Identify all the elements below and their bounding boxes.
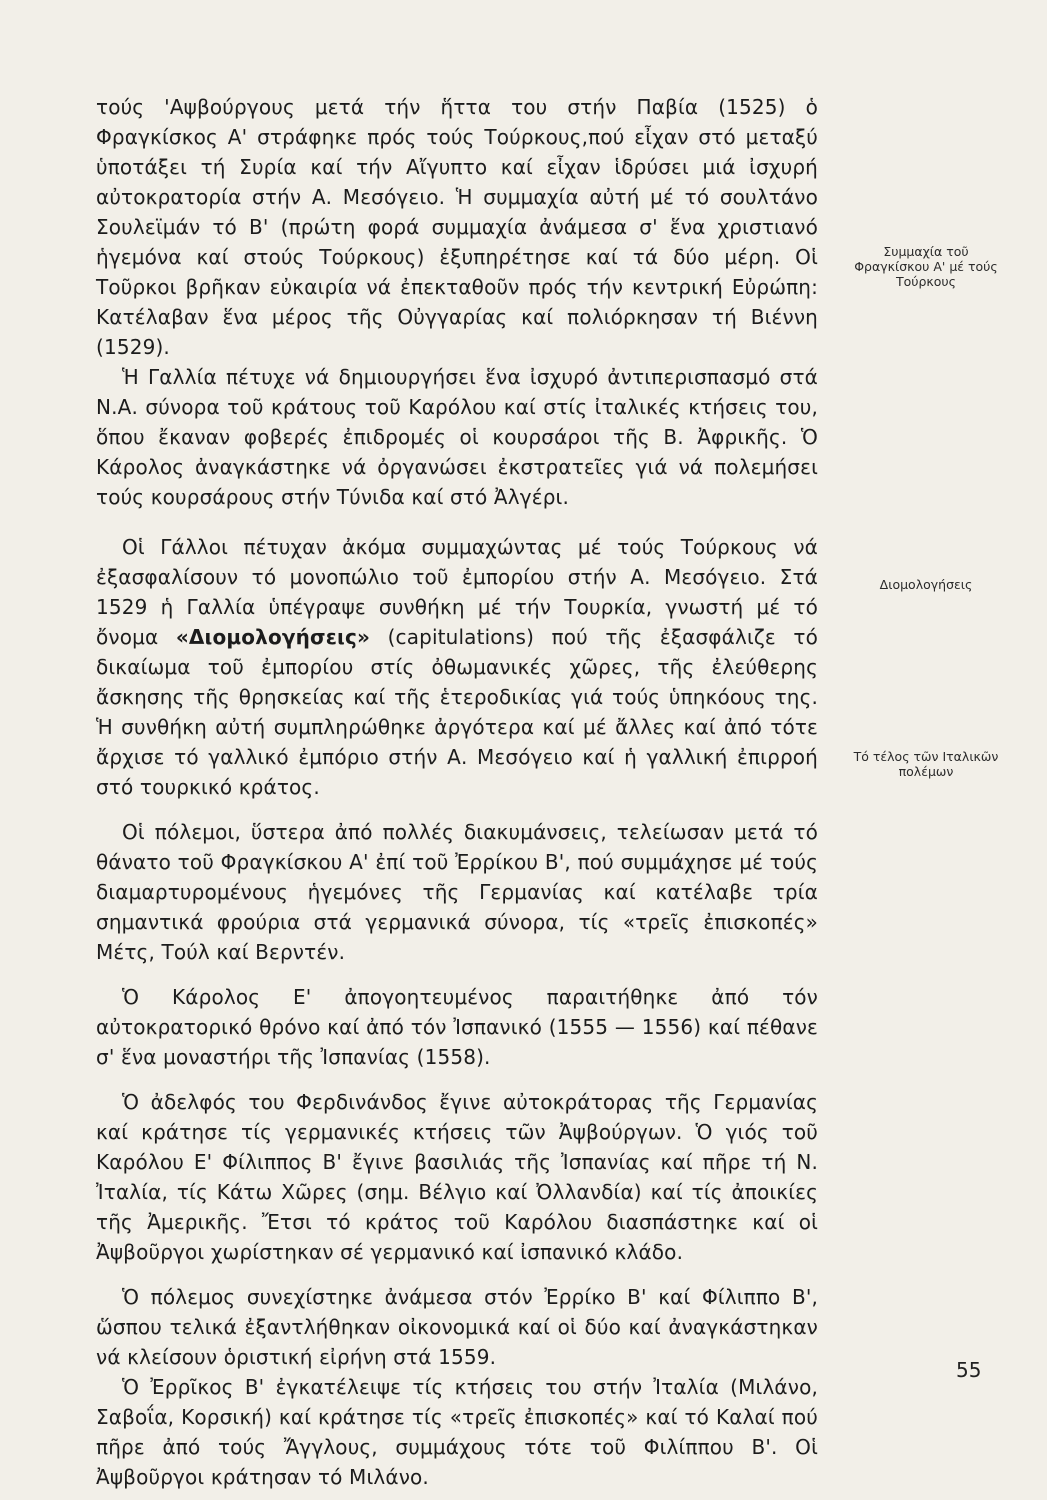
paragraph-henry-ii-possessions: Ὁ Ἐρρῖκος Β' ἐγκατέλειψε τίς κτήσεις του στήν Ἰταλία (Μιλάνο, Σαβοΐα, Κορσική) καί κράτησε τίς «τρεῖς ἐπισκοπές» καί τό Καλαί πού πῆρε ἀπό τούς Ἄγγλους, συμμάχους τότε τοῦ Φιλίππου Β'. Οἱ Ἀψβοῦργοι κράτησαν τό Μιλάνο. <box>96 1375 818 1489</box>
paragraph-peace-1559: Ὁ πόλεμος συνεχίστηκε ἀνάμεσα στόν Ἐρρίκο Β' καί Φίλιππο Β', ὥσπου τελικά ἐξαντλήθηκαν οἰκονομικά καί οἱ δύο καί ἀναγκάστηκαν νά κλείσουν ὁριστική εἰρήνη στά 1559. <box>96 1285 818 1369</box>
paragraph-alliance-with-turks: τούς 'Αψβούργους μετά τήν ἥττα του στήν Παβία (1525) ὁ Φραγκίσκος Α' στράφηκε πρός τούς Τούρκους,πού εἶχαν στό μεταξύ ὑποτάξει τή Συρία καί τήν Αἴγυπτο καί εἶχαν ἱδρύσει μιά ἰσχυρή αὐτοκρατορία στήν Α. Μεσόγειο. Ἡ συμμαχία αὐτή μέ τό σουλτάνο Σουλεϊμάν τό Β' (πρώτη φορά συμμαχία ἀνάμεσα σ' ἕνα χριστιανό ἡγεμόνα καί στούς Τούρκους) ἐξυπηρέτησε καί τά δύο μέρη. Οἱ Τοῦρκοι βρῆκαν εὐκαιρία νά ἐπεκταθοῦν πρός τήν κεντρική Εὐρώπη: Κατέλαβαν ἕνα μέρος τῆς Οὐγγαρίας καί πολιόρκησαν τή Βιέννη (1529). <box>96 95 818 359</box>
paragraph-end-of-wars: Οἱ πόλεμοι, ὕστερα ἀπό πολλές διακυμάνσεις, τελείωσαν μετά τό θάνατο τοῦ Φραγκίσκου Α' ἐπί τοῦ Ἐρρίκου Β', πού συμμάχησε μέ τούς διαμαρτυρομένους ἡγεμόνες τῆς Γερμανίας καί κατέλαβε τρία σημαντικά φρούρια στά γερμανικά σύνορα, τίς «τρεῖς ἐπισκοπές» Μέτς, Τούλ καί Βερντέν. <box>96 820 818 964</box>
margin-note-end-of-italian-wars: Τό τέλος τῶν Ιταλικῶν πολέμων <box>853 749 999 779</box>
capitulations-text-after: (capitulations) πού τῆς ἐξασφάλιζε τό δικαίωμα τοῦ ἐμπορίου στίς ὀθωμανικές χῶρες, τῆς ἐλεύθερης ἄσκησης τῆς θρησκείας καί τῆς ἑτεροδικίας γιά τούς ὑπηκόους της. Ἡ συνθήκη αὐτή συμπληρώθηκε ἀργότερα καί μέ ἄλλες καί ἀπό τότε ἄρχισε τό γαλλικό ἐμπόριο στήν Α. Μεσόγειο καί ἡ γαλλική ἐπιρροή στό τουρκικό κράτος. <box>96 625 818 799</box>
paragraph-habsburg-division: Ὁ ἀδελφός του Φερδινάνδος ἔγινε αὐτοκράτορας τῆς Γερμανίας καί κράτησε τίς γερμανικές κτήσεις τῶν Ἀψβούργων. Ὁ γιός τοῦ Καρόλου Ε' Φίλιππος Β' ἔγινε βασιλιάς τῆς Ἰσπανίας καί πῆρε τή Ν. Ἰταλία, τίς Κάτω Χῶρες (σημ. Βέλγιο καί Ὀλλανδία) καί τίς ἀποικίες τῆς Ἀμερικῆς. Ἔτσι τό κράτος τοῦ Καρόλου διασπάστηκε καί οἱ Ἀψβοῦργοι χωρίστηκαν σέ γερμανικό καί ἰσπανικό κλάδο. <box>96 1090 818 1264</box>
paragraph-french-diversion: Ἡ Γαλλία πέτυχε νά δημιουργήσει ἕνα ἰσχυρό ἀντιπερισπασμό στά Ν.Α. σύνορα τοῦ κράτους τοῦ Καρόλου καί στίς ἰταλικές κτήσεις του, ὅπου ἔκαναν φοβερές ἐπιδρομές οἱ κουρσάροι τῆς Β. Ἀφρικῆς. Ὁ Κάρολος ἀναγκάστηκε νά ὀργανώσει ἐκστρατεῖες γιά νά πολεμήσει τούς κουρσάρους στήν Τύνιδα καί στό Ἀλγέρι. <box>96 365 818 509</box>
paragraph-charles-abdication: Ὁ Κάρολος Ε' ἀπογοητευμένος παραιτήθηκε ἀπό τόν αὐτοκρατορικό θρόνο καί ἀπό τόν Ἰσπανικό (1555 — 1556) καί πέθανε σ' ἕνα μοναστήρι τῆς Ἰσπανίας (1558). <box>96 985 818 1069</box>
capitulations-term: «Διομολογήσεις» <box>175 625 371 649</box>
paragraph-capitulations <box>96 532 818 802</box>
main-text-column <box>96 92 818 1492</box>
margin-note-alliance: Συμμαχία τοῦ Φραγκίσκου Α' μέ τούς Τούρκους <box>854 244 998 289</box>
page-number: 55 <box>956 1358 982 1382</box>
capitulations-text-before: Οἱ Γάλλοι πέτυχαν ἀκόμα συμμαχώντας μέ τούς Τούρκους νά ἐξασφαλίσουν τό μονοπώλιο τοῦ ἐμπορίου στήν Α. Μεσόγειο. Στά 1529 ἡ Γαλλία ὑπέγραψε συνθήκη μέ τήν Τουρκία, γνωστή μέ τό ὄνομα <box>96 535 818 649</box>
margin-note-capitulations: Διομολογήσεις <box>879 577 973 592</box>
